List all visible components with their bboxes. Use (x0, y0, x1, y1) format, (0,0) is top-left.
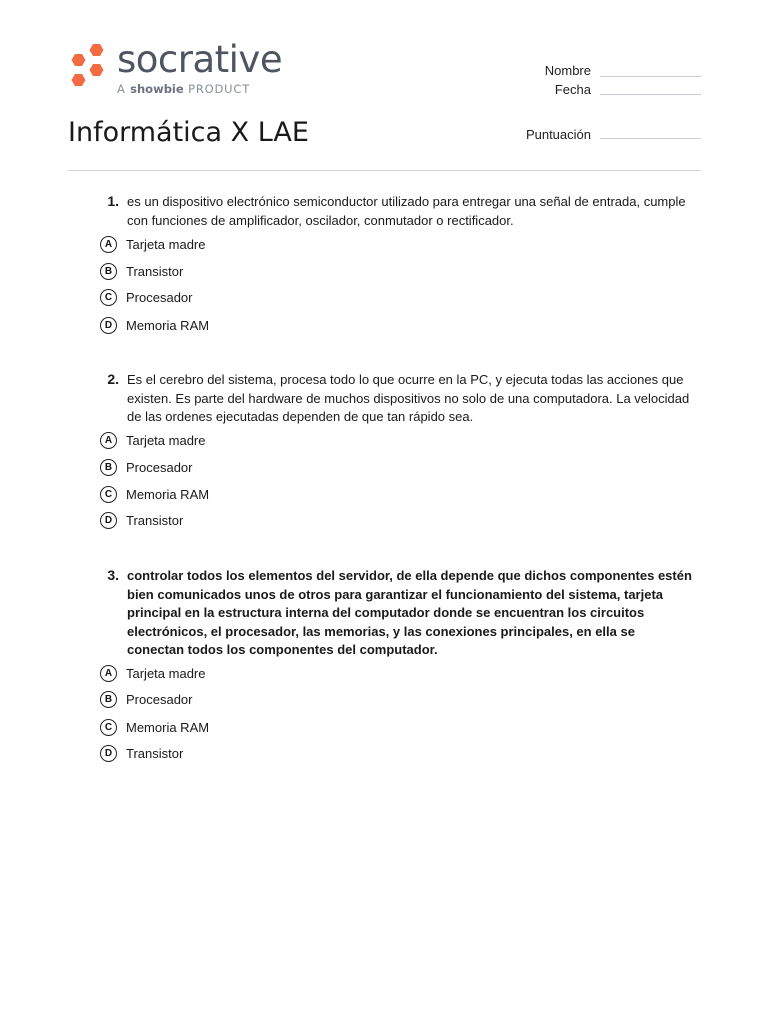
brand-name: socrative (117, 38, 283, 81)
option-label: Memoria RAM (126, 486, 210, 502)
option-b[interactable] (100, 260, 183, 282)
option-label: Tarjeta madre (126, 236, 206, 252)
option-letter-circle: D (100, 317, 117, 334)
socrative-logo-icon (66, 42, 106, 94)
question-number: 3. (107, 567, 119, 583)
question-number: 1. (107, 193, 119, 209)
option-a[interactable] (100, 662, 205, 684)
score-field[interactable] (600, 138, 701, 139)
option-letter-circle: D (100, 512, 117, 529)
option-label: Procesador (126, 289, 193, 305)
option-c[interactable] (100, 483, 209, 505)
brand-sub-strong: showbie (130, 82, 184, 96)
option-letter-circle: A (100, 432, 117, 449)
option-label: Tarjeta madre (126, 432, 206, 448)
page-title: Informática X LAE (68, 117, 309, 148)
option-a[interactable] (100, 429, 205, 451)
option-d[interactable] (100, 742, 183, 764)
option-label: Transistor (126, 512, 184, 528)
option-label: Transistor (126, 745, 184, 761)
name-label: Nombre (544, 63, 591, 78)
option-a[interactable] (100, 233, 205, 255)
question-text: controlar todos los elementos del servidor, de ella depende que dichos componentes estén bien comunicados unos de otros para garantizar el funcionamiento del sistema, tarjeta principal en la estructura interna del computador donde se encuentran los circuitos electrónicos, el procesador, las memorias, y las conexiones principales, en ella se conectan todos los componentes del computador. (127, 568, 692, 657)
option-letter-circle: C (100, 289, 117, 306)
option-label: Memoria RAM (126, 317, 210, 333)
question-text: Es el cerebro del sistema, procesa todo lo que ocurre en la PC, y ejecuta todas las acciones que existen. Es parte del hardware de muchos dispositivos no solo de una computadora. La velocidad de las ordenes ejecutadas dependen de que tan rápido sea. (127, 372, 690, 424)
date-label: Fecha (554, 82, 591, 97)
option-letter-circle: A (100, 665, 117, 682)
option-label: Procesador (126, 691, 193, 707)
header-divider (68, 170, 701, 171)
question-number: 2. (107, 371, 119, 387)
option-label: Procesador (126, 459, 193, 475)
option-c[interactable] (100, 286, 192, 308)
question-text: es un dispositivo electrónico semiconductor utilizado para entregar una señal de entrada, cumple con funciones de amplificador, oscilador, conmutador o rectificador. (127, 194, 686, 228)
option-letter-circle: B (100, 691, 117, 708)
option-b[interactable] (100, 456, 192, 478)
date-field[interactable] (600, 94, 701, 95)
option-label: Tarjeta madre (126, 665, 206, 681)
name-field[interactable] (600, 76, 701, 77)
brand-sub-suffix: PRODUCT (188, 82, 251, 96)
brand-sub-prefix: A (117, 82, 126, 96)
option-letter-circle: B (100, 459, 117, 476)
option-d[interactable] (100, 509, 183, 531)
option-letter-circle: A (100, 236, 117, 253)
option-b[interactable] (100, 688, 192, 710)
option-c[interactable] (100, 716, 209, 738)
option-letter-circle: D (100, 745, 117, 762)
option-label: Transistor (126, 263, 184, 279)
option-label: Memoria RAM (126, 719, 210, 735)
score-label: Puntuación (525, 127, 591, 142)
option-letter-circle: C (100, 486, 117, 503)
option-letter-circle: C (100, 719, 117, 736)
brand-subtitle (117, 82, 250, 96)
option-d[interactable] (100, 314, 209, 336)
option-letter-circle: B (100, 263, 117, 280)
